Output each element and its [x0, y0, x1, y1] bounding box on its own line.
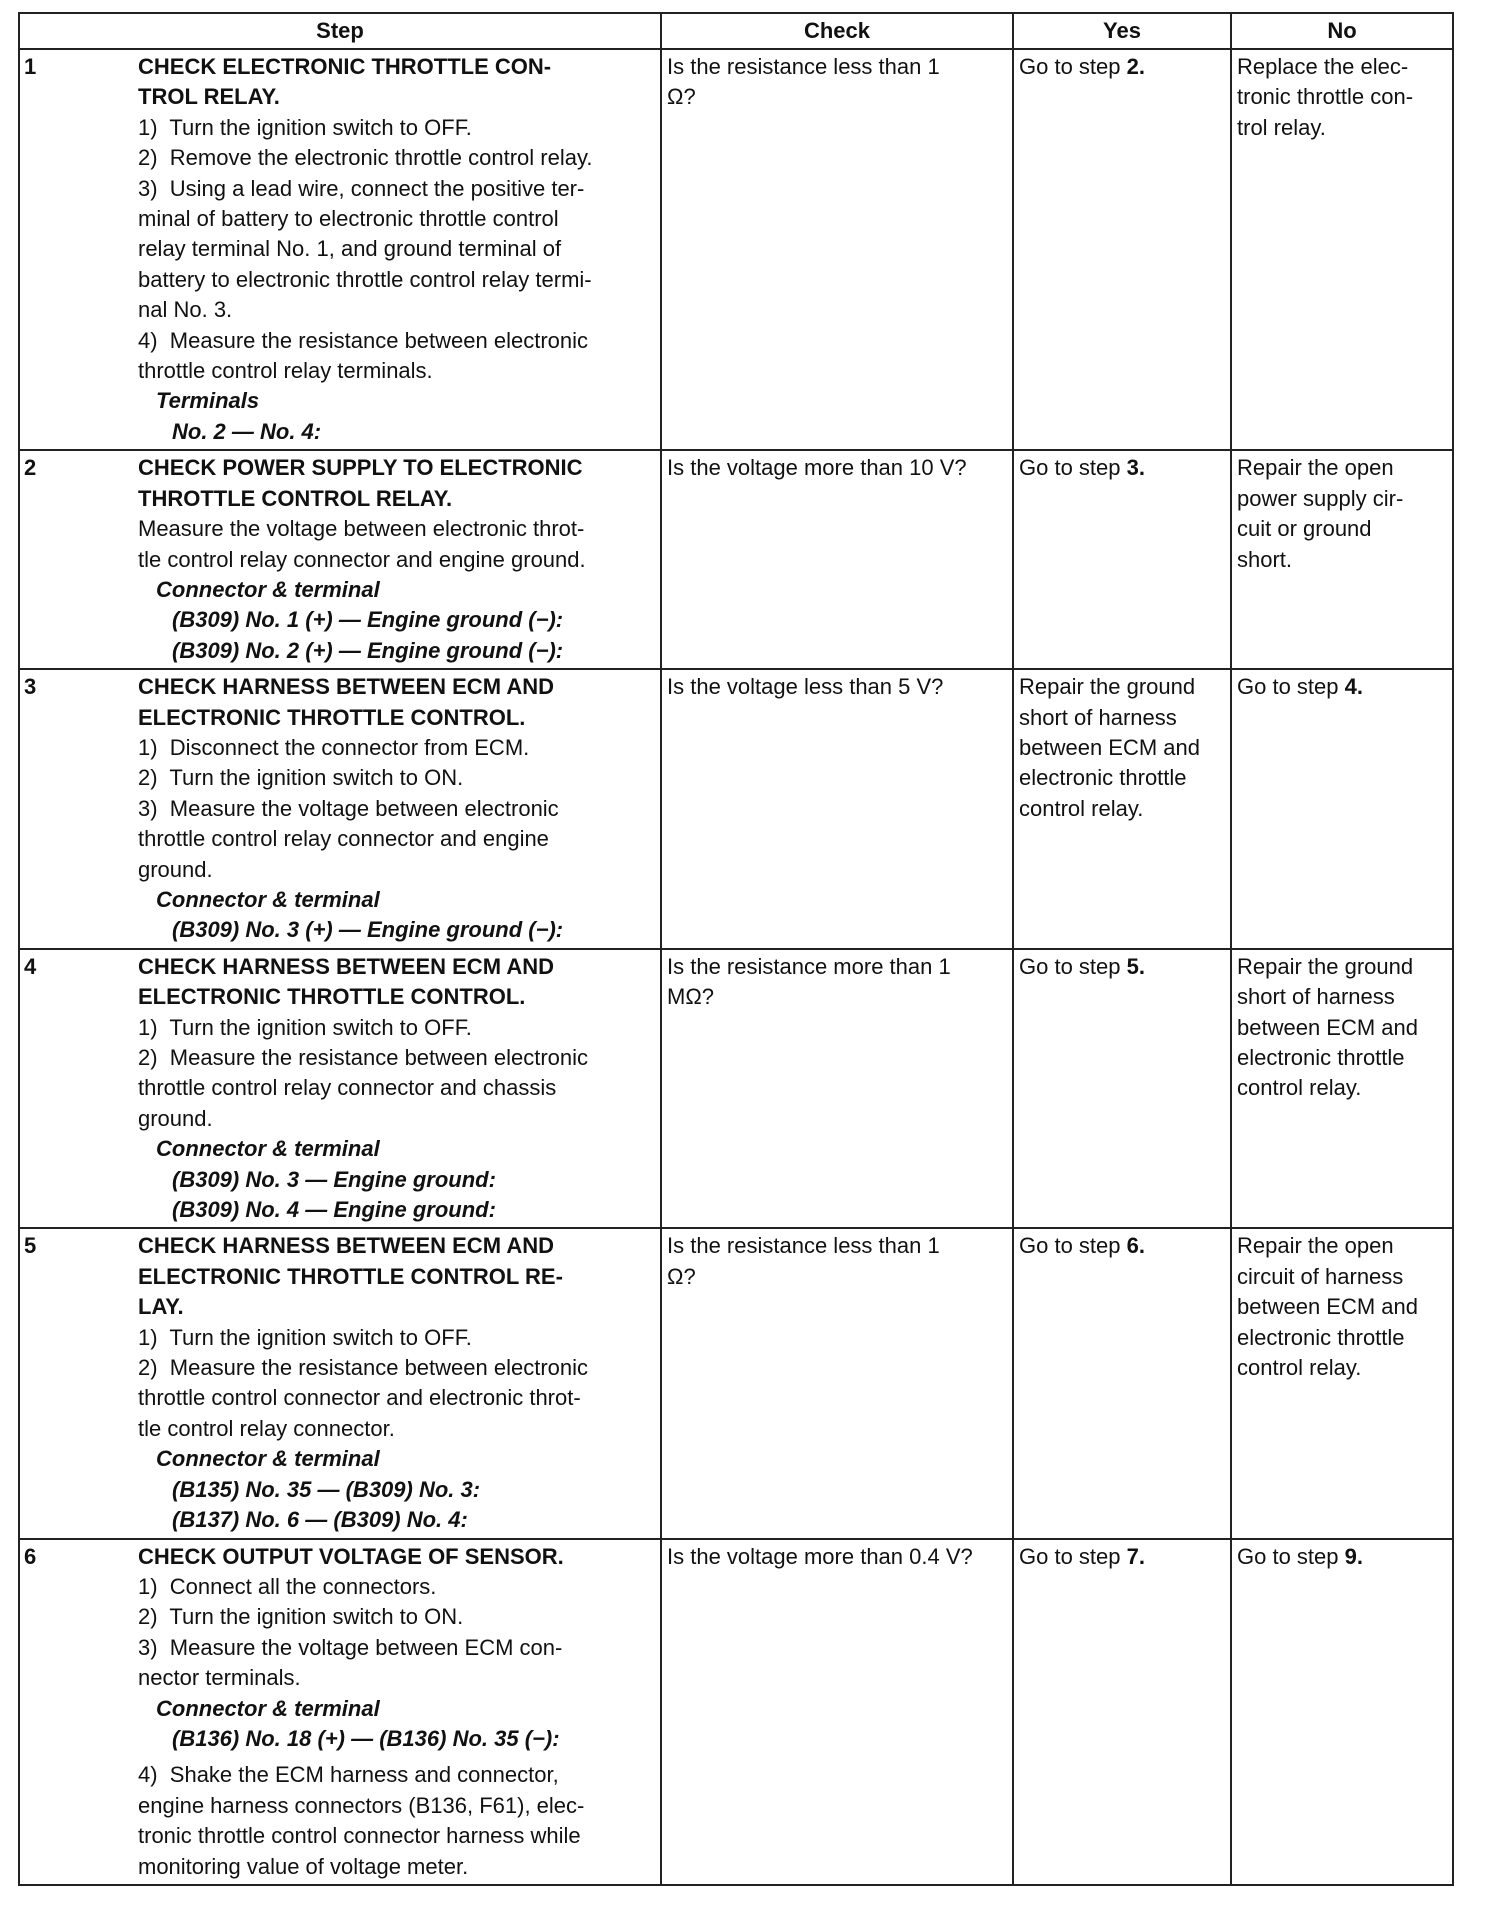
no-text: Repair the open	[1237, 1233, 1394, 1259]
no-text: between ECM and	[1237, 1014, 1418, 1040]
check-text: Is the voltage more than 10 V?	[667, 455, 967, 481]
table-row	[19, 1228, 1453, 1538]
table-body	[19, 49, 1453, 1885]
yes-cell	[1013, 49, 1231, 450]
no-text: Replace the elec-	[1237, 54, 1409, 79]
check-cell	[661, 1228, 1013, 1538]
step-instruction: 2) Turn the ignition switch to ON.	[138, 765, 464, 791]
step-cell	[19, 1228, 661, 1538]
connector-terminal-item: (B137) No. 6 — (B309) No. 4:	[172, 1507, 468, 1533]
step-cell	[19, 49, 661, 450]
step-cell	[19, 669, 661, 949]
step-instruction: Measure the voltage between electronic throt-	[138, 516, 585, 542]
yes-cell	[1013, 669, 1231, 949]
step-instruction: 4) Shake the ECM harness and connector,	[138, 1762, 559, 1788]
yes-cell	[1013, 450, 1231, 669]
step-instruction: relay terminal No. 1, and ground terminal of	[138, 236, 562, 262]
step-instruction: throttle control relay connector and engine	[138, 826, 549, 852]
check-cell	[661, 669, 1013, 949]
no-text: short of harness	[1237, 984, 1395, 1010]
no-cell	[1231, 1228, 1453, 1538]
table-row	[19, 1539, 1453, 1885]
step-title: CHECK ELECTRONIC THROTTLE CON-	[138, 54, 552, 79]
header-yes: Yes	[1013, 13, 1231, 49]
no-text: between ECM and	[1237, 1294, 1418, 1320]
no-cell	[1231, 450, 1453, 669]
step-instruction: 4) Measure the resistance between electronic	[138, 327, 589, 353]
connector-terminal-item: (B135) No. 35 — (B309) No. 3:	[172, 1476, 481, 1502]
yes-goto-step-number: 7.	[1126, 1543, 1145, 1569]
connector-terminal-item: (B309) No. 2 (+) — Engine ground (−):	[172, 637, 564, 663]
yes-goto-step-number: 3.	[1126, 455, 1145, 481]
yes-goto-step-number: 6.	[1126, 1233, 1145, 1259]
step-cell	[19, 1539, 661, 1885]
no-text: cuit or ground	[1237, 516, 1372, 542]
no-text: control relay.	[1237, 1075, 1362, 1101]
yes-text: between ECM and	[1019, 734, 1200, 760]
no-text: electronic throttle	[1237, 1324, 1405, 1350]
table-row	[19, 49, 1453, 450]
step-instruction: 3) Measure the voltage between electronic	[138, 795, 559, 821]
table-row	[19, 949, 1453, 1229]
connector-terminal-item: (B309) No. 4 — Engine ground:	[172, 1197, 496, 1223]
connector-terminal-label: Connector & terminal	[156, 886, 380, 912]
step-instruction: throttle control relay terminals.	[138, 358, 433, 384]
connector-terminal-label: Terminals	[156, 388, 260, 414]
step-title: CHECK HARNESS BETWEEN ECM AND	[138, 953, 554, 979]
step-instruction: 2) Measure the resistance between electronic	[138, 1045, 589, 1070]
step-instruction: 2) Measure the resistance between electronic	[138, 1355, 589, 1381]
yes-text: control relay.	[1019, 795, 1144, 821]
yes-goto-step: Go to step 3.	[1019, 455, 1145, 481]
no-text: trol relay.	[1237, 114, 1326, 140]
step-instruction: 1) Turn the ignition switch to OFF.	[138, 1014, 472, 1040]
step-title: CHECK HARNESS BETWEEN ECM AND	[138, 674, 554, 700]
no-text: Repair the open	[1237, 455, 1394, 481]
no-text: electronic throttle	[1237, 1045, 1405, 1070]
step-instruction: throttle control relay connector and chassis	[138, 1075, 557, 1101]
yes-goto-step: Go to step 5.	[1019, 953, 1145, 979]
check-text: Ω?	[667, 1263, 696, 1289]
table-header-row	[19, 13, 1453, 49]
connector-terminal-item: (B309) No. 3 — Engine ground:	[172, 1166, 496, 1192]
check-text: Is the resistance less than 1	[667, 54, 940, 79]
troubleshooting-page	[18, 12, 1452, 1886]
connector-terminal-item: (B136) No. 18 (+) — (B136) No. 35 (−):	[172, 1725, 560, 1751]
step-instruction: monitoring value of voltage meter.	[138, 1853, 469, 1879]
step-title: THROTTLE CONTROL RELAY.	[138, 485, 453, 511]
step-instruction: throttle control connector and electronic throt-	[138, 1385, 581, 1411]
step-title: ELECTRONIC THROTTLE CONTROL.	[138, 984, 526, 1010]
no-cell	[1231, 1539, 1453, 1885]
check-text: MΩ?	[667, 984, 715, 1010]
header-check: Check	[661, 13, 1013, 49]
step-instruction: 3) Using a lead wire, connect the positive ter-	[138, 175, 585, 201]
no-text: control relay.	[1237, 1355, 1362, 1381]
step-title: ELECTRONIC THROTTLE CONTROL RE-	[138, 1263, 563, 1289]
step-instruction: 1) Turn the ignition switch to OFF.	[138, 114, 472, 140]
step-instruction: ground.	[138, 856, 213, 882]
step-title: TROL RELAY.	[138, 84, 280, 110]
connector-terminal-item: No. 2 — No. 4:	[172, 418, 322, 444]
no-goto-step-number: 9.	[1344, 1543, 1363, 1569]
step-instruction: tle control relay connector.	[138, 1415, 395, 1441]
step-instruction: tle control relay connector and engine ground.	[138, 546, 586, 572]
check-text: Ω?	[667, 84, 696, 110]
step-instruction: engine harness connectors (B136, F61), elec-	[138, 1792, 585, 1818]
step-cell	[19, 450, 661, 669]
step-number: 2	[24, 455, 37, 481]
step-instruction: 1) Turn the ignition switch to OFF.	[138, 1324, 472, 1350]
yes-text: short of harness	[1019, 704, 1177, 730]
step-number: 1	[24, 54, 37, 79]
check-cell	[661, 450, 1013, 669]
step-instruction: tronic throttle control connector harness while	[138, 1823, 581, 1849]
step-instruction: 1) Disconnect the connector from ECM.	[138, 734, 530, 760]
step-title: CHECK HARNESS BETWEEN ECM AND	[138, 1233, 554, 1259]
yes-cell	[1013, 949, 1231, 1229]
no-text: Repair the ground	[1237, 953, 1414, 979]
no-text: tronic throttle con-	[1237, 84, 1414, 110]
step-cell	[19, 949, 661, 1229]
yes-goto-step-number: 2.	[1126, 54, 1145, 79]
connector-terminal-label: Connector & terminal	[156, 576, 380, 602]
check-text: Is the resistance less than 1	[667, 1233, 940, 1259]
connector-terminal-item: (B309) No. 1 (+) — Engine ground (−):	[172, 607, 564, 633]
diagnostic-table	[18, 12, 1454, 1886]
check-cell	[661, 49, 1013, 450]
check-cell	[661, 949, 1013, 1229]
yes-cell	[1013, 1228, 1231, 1538]
no-text: short.	[1237, 546, 1293, 572]
step-title: LAY.	[138, 1294, 184, 1320]
check-text: Is the voltage less than 5 V?	[667, 674, 944, 700]
step-instruction: 2) Remove the electronic throttle control relay.	[138, 145, 593, 171]
step-title: ELECTRONIC THROTTLE CONTROL.	[138, 704, 526, 730]
step-number: 5	[24, 1233, 37, 1259]
step-instruction: 1) Connect all the connectors.	[138, 1573, 437, 1599]
yes-goto-step-number: 5.	[1126, 953, 1145, 979]
no-cell	[1231, 669, 1453, 949]
no-text: circuit of harness	[1237, 1263, 1404, 1289]
step-instruction: 3) Measure the voltage between ECM con-	[138, 1634, 563, 1660]
check-cell	[661, 1539, 1013, 1885]
step-number: 4	[24, 953, 37, 979]
step-title: CHECK POWER SUPPLY TO ELECTRONIC	[138, 455, 583, 481]
step-instruction: nal No. 3.	[138, 297, 233, 323]
table-row	[19, 450, 1453, 669]
header-step: Step	[19, 13, 661, 49]
no-goto-step-number: 4.	[1344, 674, 1363, 700]
connector-terminal-item: (B309) No. 3 (+) — Engine ground (−):	[172, 917, 564, 943]
step-instruction: 2) Turn the ignition switch to ON.	[138, 1604, 464, 1630]
yes-goto-step: Go to step 2.	[1019, 54, 1145, 79]
step-instruction: battery to electronic throttle control relay termi-	[138, 266, 592, 292]
header-no: No	[1231, 13, 1453, 49]
no-goto-step: Go to step 9.	[1237, 1543, 1363, 1569]
check-text: Is the voltage more than 0.4 V?	[667, 1543, 973, 1569]
step-title: CHECK OUTPUT VOLTAGE OF SENSOR.	[138, 1543, 564, 1569]
step-instruction: ground.	[138, 1105, 213, 1131]
yes-cell	[1013, 1539, 1231, 1885]
connector-terminal-label: Connector & terminal	[156, 1446, 380, 1472]
no-text: power supply cir-	[1237, 485, 1404, 511]
no-cell	[1231, 949, 1453, 1229]
check-text: Is the resistance more than 1	[667, 953, 951, 979]
table-row	[19, 669, 1453, 949]
yes-goto-step: Go to step 6.	[1019, 1233, 1145, 1259]
no-goto-step: Go to step 4.	[1237, 674, 1363, 700]
step-instruction: nector terminals.	[138, 1665, 301, 1691]
connector-terminal-label: Connector & terminal	[156, 1136, 380, 1162]
yes-goto-step: Go to step 7.	[1019, 1543, 1145, 1569]
no-cell	[1231, 49, 1453, 450]
connector-terminal-label: Connector & terminal	[156, 1695, 380, 1721]
step-number: 3	[24, 674, 37, 700]
yes-text: electronic throttle	[1019, 765, 1187, 791]
step-instruction: minal of battery to electronic throttle control	[138, 206, 559, 232]
step-number: 6	[24, 1543, 37, 1569]
yes-text: Repair the ground	[1019, 674, 1196, 700]
